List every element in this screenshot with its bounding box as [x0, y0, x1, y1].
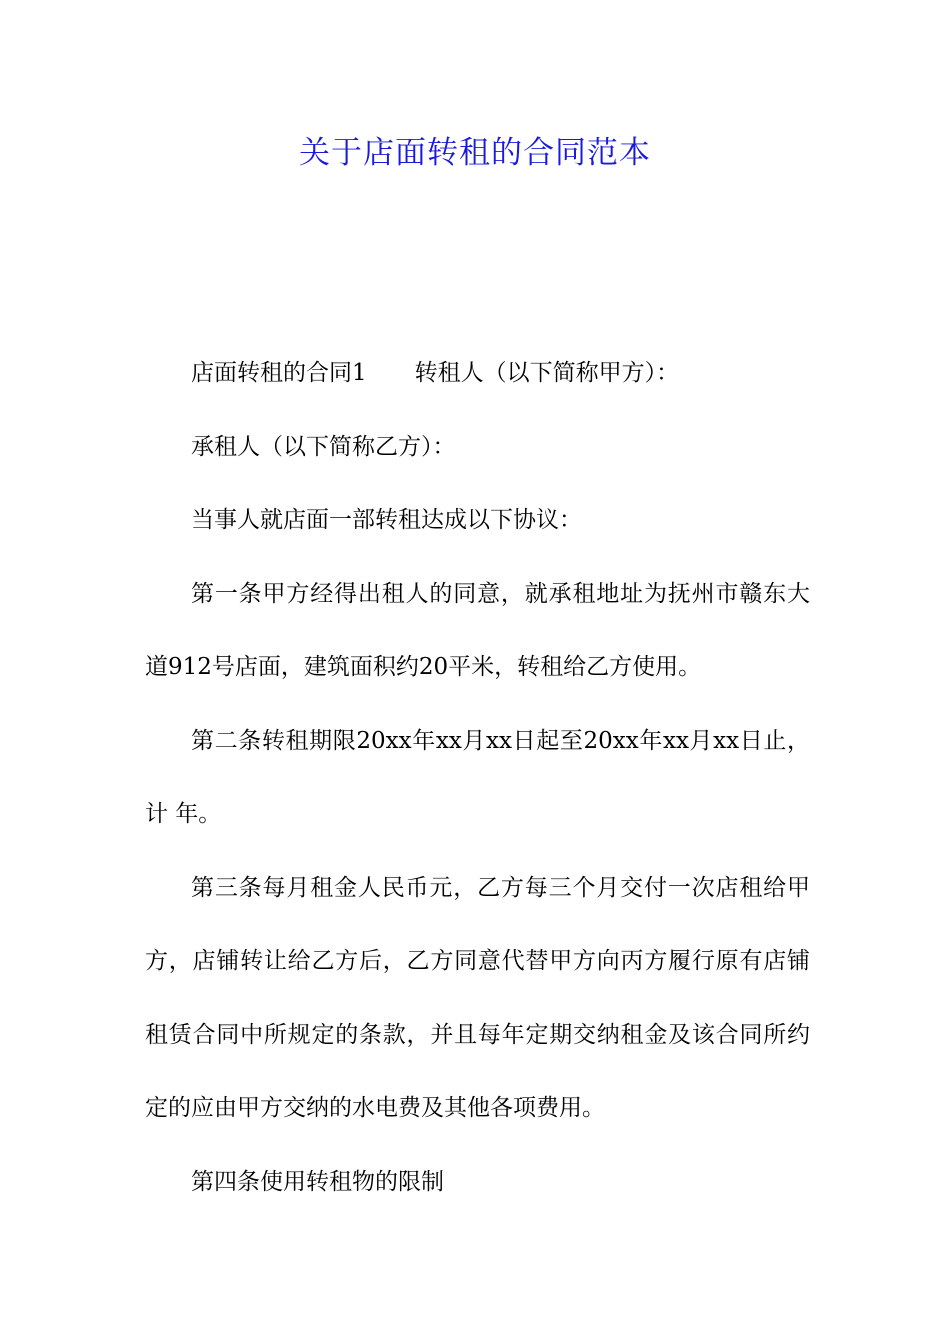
paragraph-article-3: 第三条每月租金人民币元，乙方每三个月交付一次店租给甲方，店铺转让给乙方后，乙方同意代替甲方向丙方履行原有店铺租赁合同中所规定的条款，并且每年定期交纳租金及该合同所约定的应由甲方交纳的水电费及其他各项费用。: [145, 874, 810, 1121]
sublessor-line: 转租人（以下简称甲方）：: [414, 360, 680, 386]
document-body: [145, 337, 810, 1219]
paragraph-article-1: 第一条甲方经得出租人的同意，就承租地址为抚州市赣东大道912号店面，建筑面积约20平米，转租给乙方使用。: [145, 580, 810, 680]
paragraph-contract-heading: [145, 337, 810, 411]
paragraph-lessee: 承租人（以下简称乙方）：: [191, 433, 456, 460]
contract-number-label: 店面转租的合同1: [191, 360, 367, 386]
document-title: 关于店面转租的合同范本: [299, 135, 651, 171]
paragraph-article-4: 第四条使用转租物的限制: [191, 1168, 444, 1195]
paragraph-agreement-intro: 当事人就店面一部转租达成以下协议：: [191, 507, 582, 533]
paragraph-article-2: 第二条转租期限20xx年xx月xx日起至20xx年xx月xx日止，计 年。: [145, 727, 810, 827]
